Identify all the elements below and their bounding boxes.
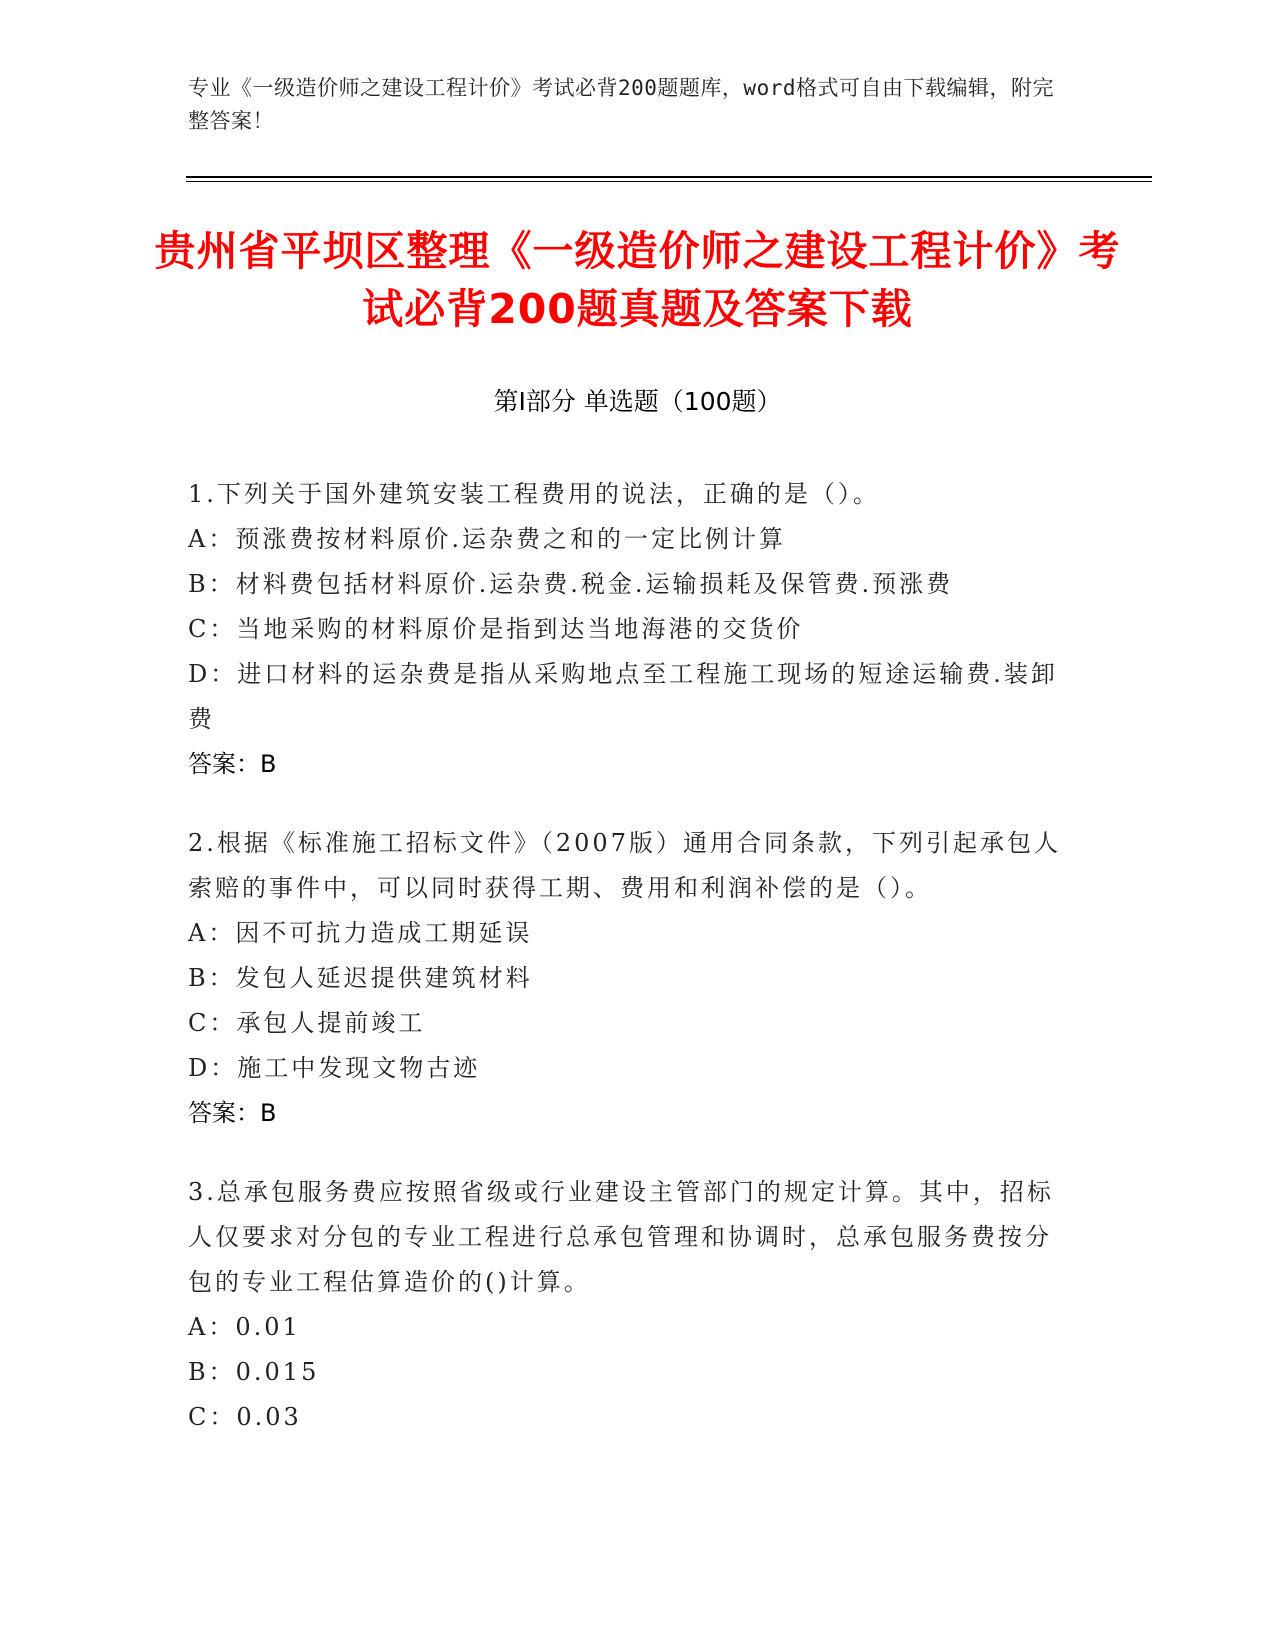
question-text: 2.根据《标准施工招标文件》（2007版）通用合同条款，下列引起承包人索赔的事件中，可以同时获得工期、费用和利润补偿的是（）。: [188, 829, 1061, 902]
option-a: A：预涨费按材料原价.运杂费之和的一定比例计算: [188, 525, 786, 553]
answer-prefix: 答案：: [188, 1099, 260, 1127]
question-text: 1.下列关于国外建筑安装工程费用的说法，正确的是（）。: [188, 480, 880, 508]
answer-line: [188, 1091, 1068, 1136]
question-3: [188, 1170, 1068, 1440]
answer-line: [188, 742, 1068, 787]
question-list: [188, 472, 1068, 1474]
section-title: 第Ⅰ部分 单选题（100题）: [493, 387, 782, 416]
question-text: 3.总承包服务费应按照省级或行业建设主管部门的规定计算。其中，招标人仅要求对分包的专业工程进行总承包管理和协调时，总承包服务费按分包的专业工程估算造价的()计算。: [188, 1178, 1054, 1296]
option-c: C：承包人提前竣工: [188, 1009, 426, 1037]
option-d: D：进口材料的运杂费是指从采购地点至工程施工现场的短途运输费.装卸费: [188, 660, 1058, 733]
option-b: B：材料费包括材料原价.运杂费.税金.运输损耗及保管费.预涨费: [188, 570, 954, 598]
option-d: D：施工中发现文物古迹: [188, 1054, 481, 1082]
option-a: A：因不可抗力造成工期延误: [188, 919, 533, 947]
answer-value: B: [260, 1099, 277, 1127]
option-b: B：发包人延迟提供建筑材料: [188, 964, 533, 992]
option-c: C：当地采购的材料原价是指到达当地海港的交货价: [188, 615, 804, 643]
option-a: A：0.01: [188, 1313, 301, 1341]
option-c: C：0.03: [188, 1403, 302, 1431]
answer-value: B: [260, 750, 277, 778]
header-divider-thick: [186, 176, 1152, 178]
header-note: 专业《一级造价师之建设工程计价》考试必背200题题库，word格式可自由下载编辑，附完整答案！: [188, 76, 1054, 133]
question-1: [188, 472, 1068, 787]
header-divider-thin: [186, 181, 1152, 182]
answer-prefix: 答案：: [188, 750, 260, 778]
document-title: 贵州省平坝区整理《一级造价师之建设工程计价》考试必背200题真题及答案下载: [154, 227, 1121, 333]
question-2: [188, 821, 1068, 1136]
option-b: B：0.015: [188, 1358, 320, 1386]
